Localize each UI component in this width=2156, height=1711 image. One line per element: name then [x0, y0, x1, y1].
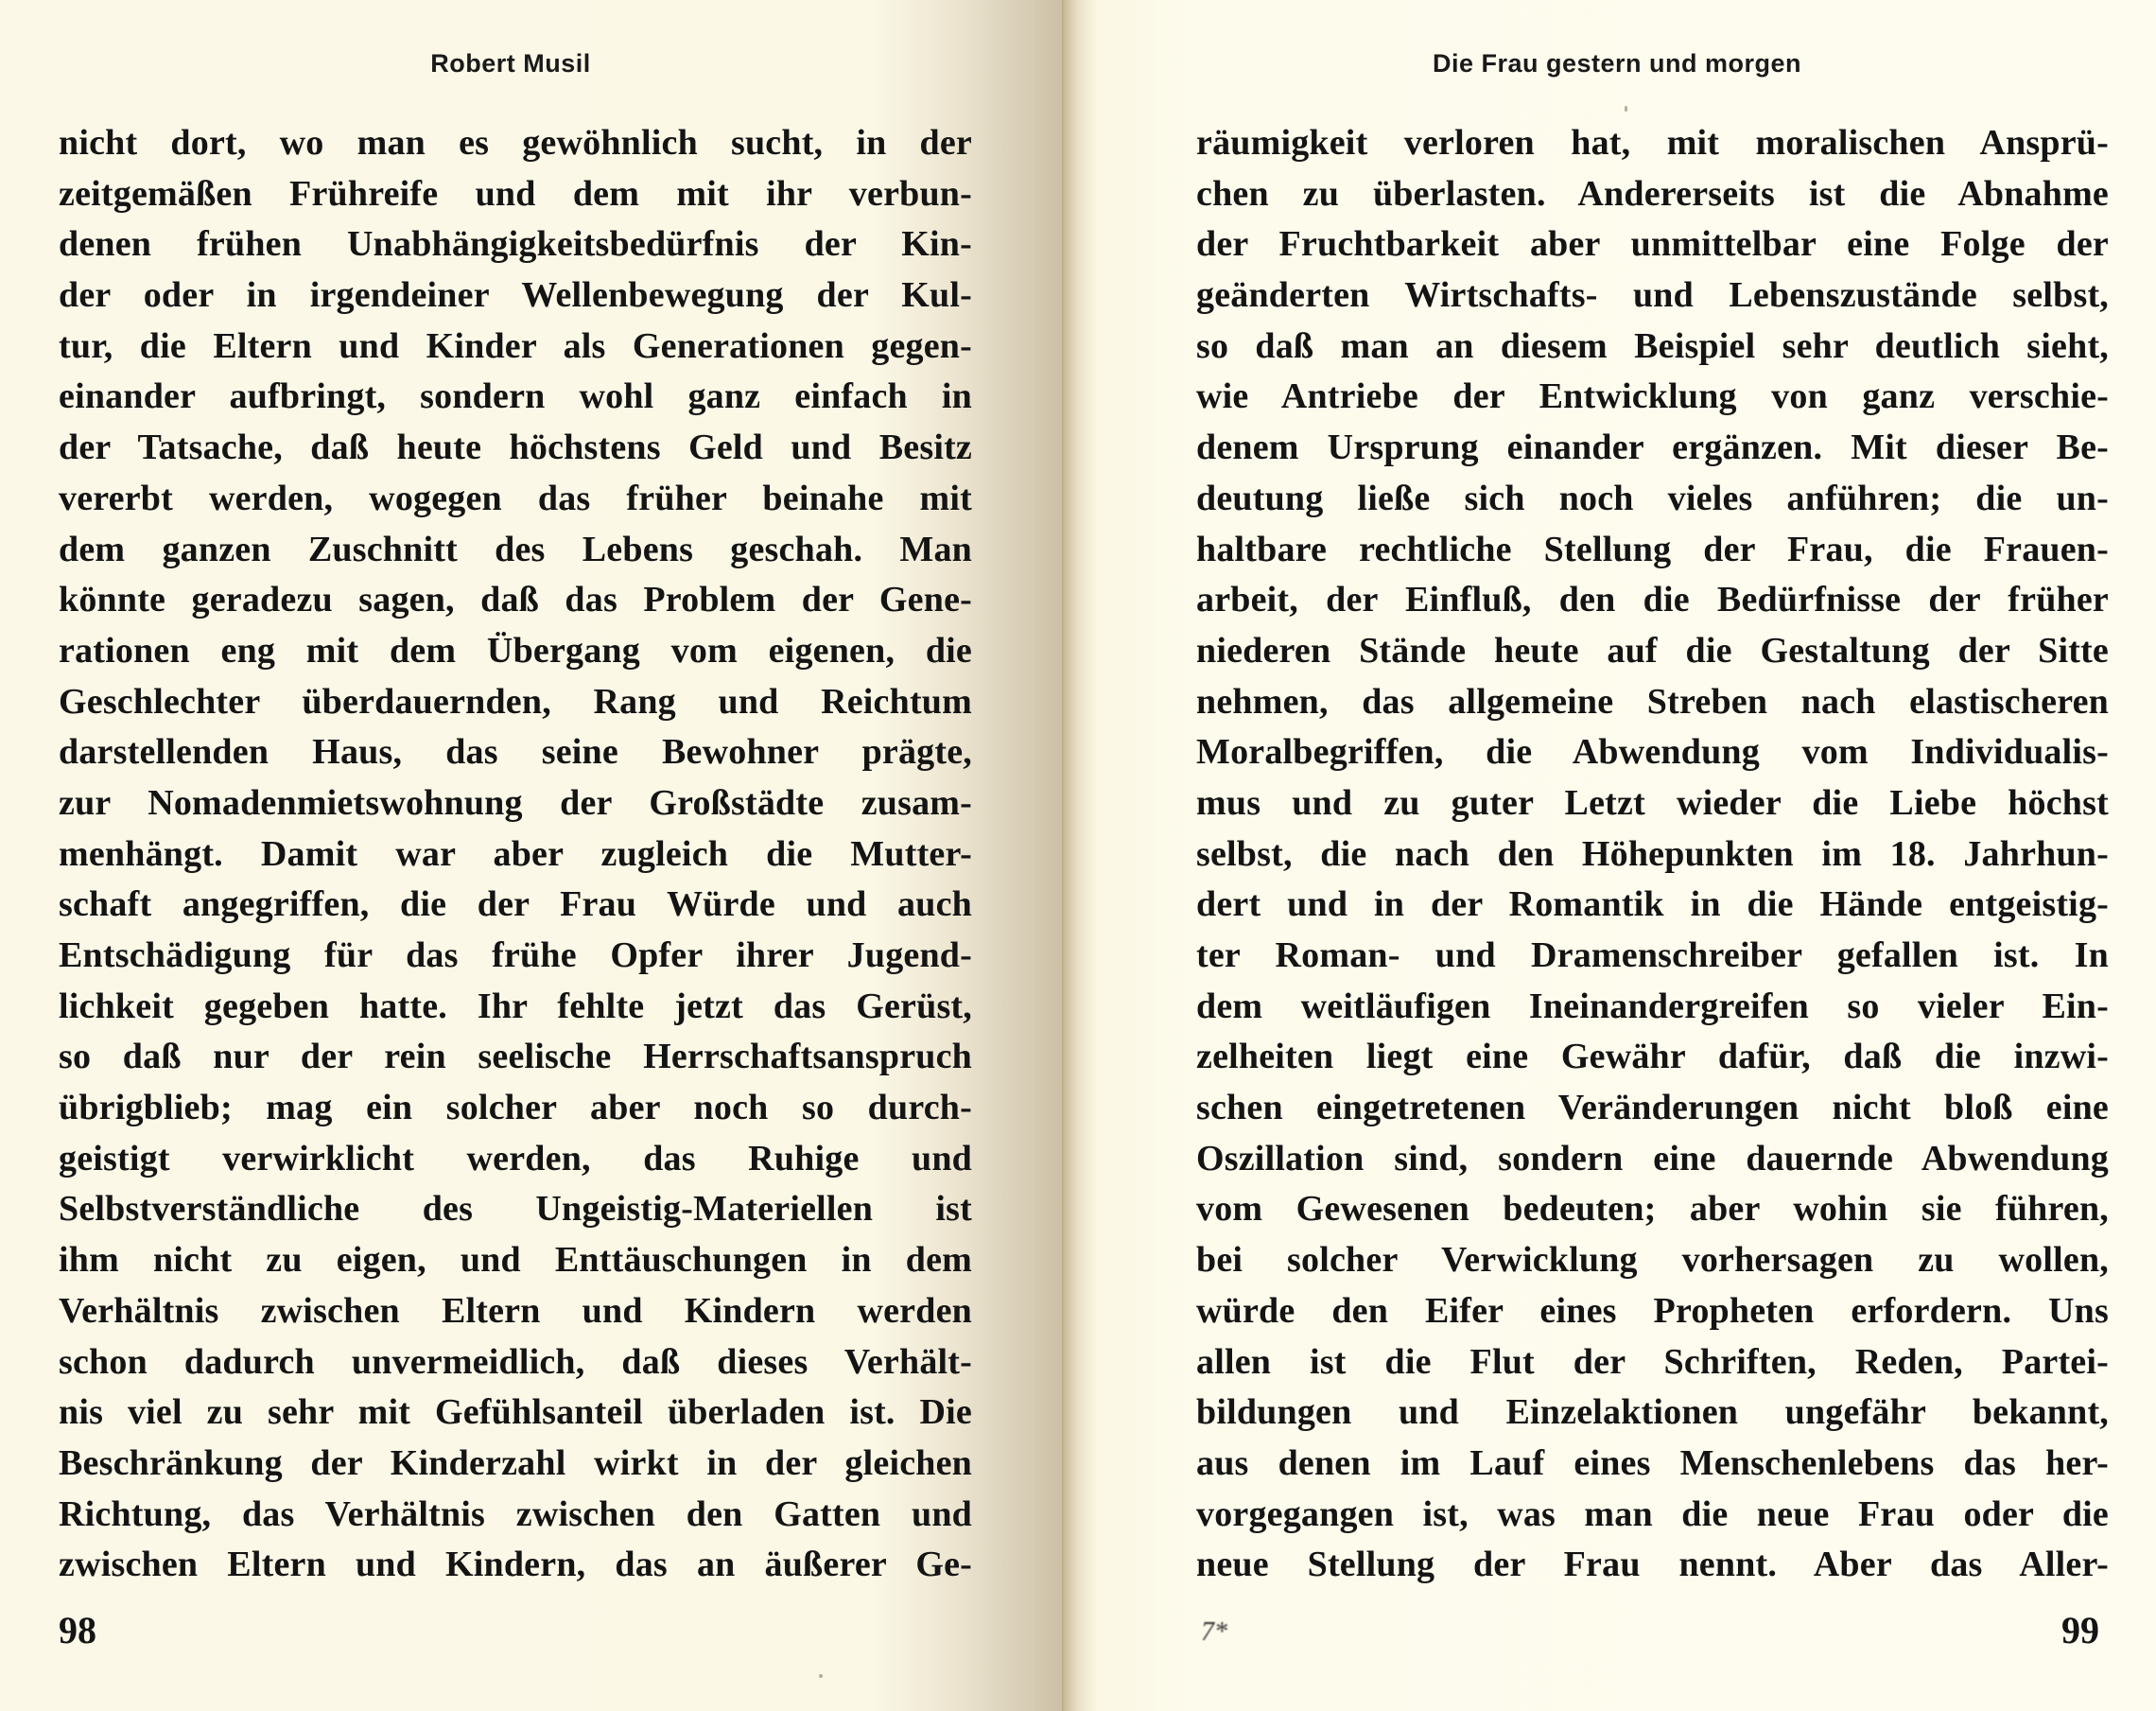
text-line: arbeit, der Einfluß, den die Bedürfnisse der früher: [1196, 580, 2109, 620]
text-line: deutung ließe sich noch vieles anführen; die un-: [1196, 478, 2109, 518]
text-line: bildungen und Einzelaktionen ungefähr bekannt,: [1196, 1392, 2109, 1433]
text-line: darstellenden Haus, das seine Bewohner prägte,: [59, 732, 972, 773]
text-line: Selbstverständliche des Ungeistig-Materiellen ist: [59, 1189, 972, 1230]
text-line: zwischen Eltern und Kindern, das an äußerer Ge-: [59, 1545, 972, 1585]
text-line: Entschädigung für das frühe Opfer ihrer Jugend-: [59, 935, 972, 975]
text-line: ter Roman- und Dramenschreiber gefallen ist. In: [1196, 935, 2109, 975]
text-line: der oder in irgendeiner Wellenbewegung der Kul-: [59, 275, 972, 316]
text-line: wie Antriebe der Entwicklung von ganz verschie-: [1196, 376, 2109, 417]
text-line: rationen eng mit dem Übergang vom eigenen, die: [59, 630, 972, 671]
text-line: neue Stellung der Frau nennt. Aber das Aller-: [1196, 1545, 2109, 1585]
text-line: schon dadurch unvermeidlich, daß dieses Verhält-: [59, 1341, 972, 1382]
text-line: Oszillation sind, sondern eine dauernde Abwendung: [1196, 1138, 2109, 1178]
text-line: zeitgemäßen Frühreife und dem mit ihr verbun-: [59, 173, 972, 214]
text-line: aus denen im Lauf eines Menschenlebens das her-: [1196, 1442, 2109, 1483]
text-line: haltbare rechtliche Stellung der Frau, die Frauen-: [1196, 529, 2109, 569]
text-line: so daß nur der rein seelische Herrschaftsanspruch: [59, 1037, 972, 1077]
text-line: räumigkeit verloren hat, mit moralischen Ansprü-: [1196, 123, 2109, 163]
text-line: vorgegangen ist, was man die neue Frau oder die: [1196, 1493, 2109, 1534]
text-line: der Fruchtbarkeit aber unmittelbar eine Folge der: [1196, 224, 2109, 265]
text-line: selbst, die nach den Höhepunkten im 18. Jahrhun-: [1196, 833, 2109, 874]
text-line: dert und in der Romantik in die Hände entgeistig-: [1196, 884, 2109, 925]
text-line: nicht dort, wo man es gewöhnlich sucht, in der: [59, 123, 972, 163]
text-line: lichkeit gegeben hatte. Ihr fehlte jetzt das Gerüst,: [59, 986, 972, 1026]
text-line: würde den Eifer eines Propheten erfordern. Uns: [1196, 1290, 2109, 1331]
text-line: menhängt. Damit war aber zugleich die Mutter-: [59, 833, 972, 874]
paper-speck: [1625, 106, 1627, 112]
text-line: nehmen, das allgemeine Streben nach elastischeren: [1196, 681, 2109, 722]
left-page: [0, 0, 1064, 1711]
text-line: denen frühen Unabhängigkeitsbedürfnis der Kin-: [59, 224, 972, 265]
text-line: so daß man an diesem Beispiel sehr deutlich sieht,: [1196, 325, 2109, 366]
text-line: bei solcher Verwicklung vorhersagen zu wollen,: [1196, 1240, 2109, 1281]
text-line: chen zu überlasten. Andererseits ist die Abnahme: [1196, 173, 2109, 214]
left-page-body: [59, 118, 972, 1591]
text-line: denem Ursprung einander ergänzen. Mit dieser Be-: [1196, 428, 2109, 468]
paper-speck: [819, 1674, 823, 1678]
text-line: ihm nicht zu eigen, und Enttäuschungen in dem: [59, 1240, 972, 1281]
text-line: der Tatsache, daß heute höchstens Geld und Besitz: [59, 428, 972, 468]
text-line: mus und zu guter Letzt wieder die Liebe höchst: [1196, 782, 2109, 823]
text-line: tur, die Eltern und Kinder als Generationen gegen-: [59, 325, 972, 366]
text-line: dem ganzen Zuschnitt des Lebens geschah. Man: [59, 529, 972, 569]
text-line: geänderten Wirtschafts- und Lebenszustände selbst,: [1196, 275, 2109, 316]
text-line: schen eingetretenen Veränderungen nicht bloß eine: [1196, 1088, 2109, 1128]
page-number-right: 99: [2061, 1609, 2099, 1651]
text-line: allen ist die Flut der Schriften, Reden, Partei-: [1196, 1341, 2109, 1382]
page-number-left: 98: [59, 1609, 96, 1651]
text-line: vererbt werden, wogegen das früher beinahe mit: [59, 478, 972, 518]
text-line: Geschlechter überdauernden, Rang und Reichtum: [59, 681, 972, 722]
text-line: Beschränkung der Kinderzahl wirkt in der gleichen: [59, 1442, 972, 1483]
running-head-author: Robert Musil: [430, 49, 591, 78]
text-line: könnte geradezu sagen, daß das Problem der Gene-: [59, 580, 972, 620]
text-line: schaft angegriffen, die der Frau Würde und auch: [59, 884, 972, 925]
text-line: zur Nomadenmietswohnung der Großstädte zusam-: [59, 782, 972, 823]
text-line: Verhältnis zwischen Eltern und Kindern werden: [59, 1290, 972, 1331]
text-line: nis viel zu sehr mit Gefühlsanteil überladen ist. Die: [59, 1392, 972, 1433]
text-line: übrigblieb; mag ein solcher aber noch so durch-: [59, 1088, 972, 1128]
text-line: einander aufbringt, sondern wohl ganz einfach in: [59, 376, 972, 417]
text-line: dem weitläufigen Ineinandergreifen so vieler Ein-: [1196, 986, 2109, 1026]
text-line: niederen Stände heute auf die Gestaltung der Sitte: [1196, 630, 2109, 671]
right-page-body: [1196, 118, 2109, 1591]
text-line: vom Gewesenen bedeuten; aber wohin sie führen,: [1196, 1189, 2109, 1230]
running-head-title: Die Frau gestern und morgen: [1432, 49, 1802, 78]
signature-mark: 7*: [1201, 1617, 1227, 1647]
text-line: geistigt verwirklicht werden, das Ruhige und: [59, 1138, 972, 1178]
text-line: zelheiten liegt eine Gewähr dafür, daß die inzwi-: [1196, 1037, 2109, 1077]
text-line: Moralbegriffen, die Abwendung vom Individualis-: [1196, 732, 2109, 773]
text-line: Richtung, das Verhältnis zwischen den Gatten und: [59, 1493, 972, 1534]
